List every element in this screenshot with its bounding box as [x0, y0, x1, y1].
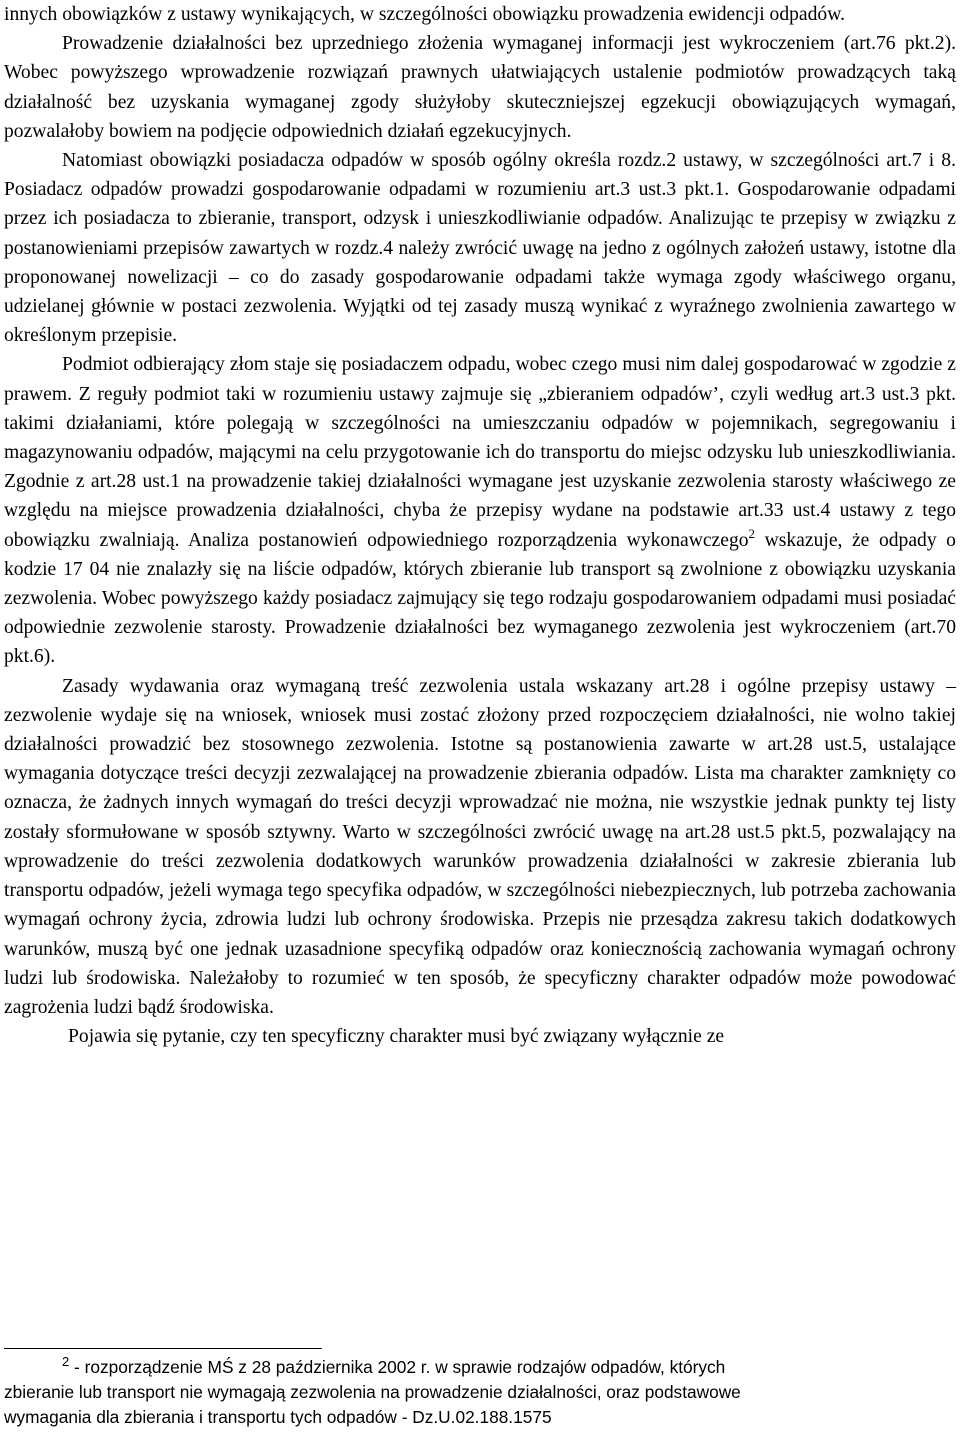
footnote-reference[interactable]: 2	[748, 525, 756, 541]
footnote-line-3: wymagania dla zbierania i transportu tych odpadów - Dz.U.02.188.1575	[4, 1407, 552, 1427]
footnote-separator	[4, 1348, 322, 1349]
footnote	[4, 1355, 956, 1430]
footnote-number: 2	[62, 1354, 70, 1369]
paragraph-question: Pojawia się pytanie, czy ten specyficzny charakter musi być związany wyłącznie ze	[68, 1026, 725, 1048]
footnote-line-1	[4, 1355, 956, 1380]
paragraph-scrap-collector-text-before: Podmiot odbierający złom staje się posiadaczem odpadu, wobec czego musi nim dalej gospodarować w zgodzie z prawem. Z reguły podmiot taki w rozumieniu ustawy zajmuje się „zbieraniem odpadów’, czyli według art.3 ust.3 pkt. takimi działaniami, które polegają w szczególności na umieszczaniu odpadów w pojemnikach, segregowaniu i magazynowaniu odpadów, mającymi na celu przygotowanie ich do transportu do miejsc odzysku lub unieszkodliwiania. Zgodnie z art.28 ust.1 na prowadzenie takiej działalności wymagane jest uzyskanie zezwolenia starosty właściwego ze względu na miejsce prowadzenia działalności, chyba że przepisy wydane na podstawie art.33 ust.4 ustawy z tego obowiązku zwalniają. Analiza postanowień odpowiedniego rozporządzenia wykonawczego	[4, 354, 956, 551]
paragraph-scrap-collector	[4, 350, 956, 671]
paragraph-permit-rules: Zasady wydawania oraz wymaganą treść zezwolenia ustala wskazany art.28 i ogólne przepisy ustawy – zezwolenie wydaje się na wniosek, wniosek musi zostać złożony przed rozpoczęciem działalności, nie wolno takiej działalności prowadzić bez stosownego zezwolenia. Istotne są postanowienia zawarte w art.28 ust.5, ustalające wymagania dotyczące treści decyzji zezwalającej na prowadzenie zbierania odpadów. Lista ma charakter zamknięty co oznacza, że żadnych innych wymagań do treści decyzji wprowadzać nie można, nie wszystkie jednak punkty tej listy zostały sformułowane w sposób sztywny. Warto w szczególności zwrócić uwagę na art.28 ust.5 pkt.5, pozwalający na wprowadzenie do treści zezwolenia dodatkowych warunków prowadzenia działalności w zakresie zbierania lub transportu odpadów, jeżeli wymaga tego specyfika odpadów, w szczególności niebezpiecznych, lub potrzeba zachowania wymagań ochrony życia, zdrowia ludzi lub ochrony środowiska. Przepis nie przesądza zakresu takich dodatkowych warunków, muszą być one jednak uzasadnione specyfiką odpadów oraz koniecznością zachowania wymagań ochrony ludzi lub środowiska. Należałoby to rozumieć w ten sposób, że specyficzny charakter odpadów może powodować zagrożenia ludzi bądź środowiska.	[4, 675, 956, 1018]
paragraph-continuation: innych obowiązków z ustawy wynikających, w szczególności obowiązku prowadzenia ewidencji odpadów.	[4, 4, 845, 25]
footnote-line-2: zbieranie lub transport nie wymagają zezwolenia na prowadzenie działalności, oraz podstawowe	[4, 1382, 741, 1402]
paragraph-registration-offense: Prowadzenie działalności bez uprzedniego złożenia wymaganej informacji jest wykroczeniem (art.76 pkt.2). Wobec powyższego wprowadzenie rozwiązań prawnych ułatwiających ustalenie podmiotów prowadzących taką działalność bez uzyskania wymaganej zgody służyłoby skuteczniejszej egzekucji obowiązujących wymagań, pozwalałoby bowiem na podjęcie odpowiednich działań egzekucyjnych.	[4, 33, 956, 142]
document-body	[4, 0, 956, 1051]
paragraph-holder-obligations: Natomiast obowiązki posiadacza odpadów w sposób ogólny określa rozdz.2 ustawy, w szczególności art.7 i 8. Posiadacz odpadów prowadzi gospodarowanie odpadami w rozumieniu art.3 ust.3 pkt.1. Gospodarowanie odpadami przez ich posiadacza to zbieranie, transport, odzysk i unieszkodliwianie odpadów. Analizując te przepisy w związku z postanowieniami przepisów zawartych w rozdz.4 należy zwrócić uwagę na jedno z ogólnych założeń ustawy, istotne dla proponowanej nowelizacji – co do zasady gospodarowanie odpadami także wymaga zgody właściwego organu, udzielanej głównie w postaci zezwolenia. Wyjątki od tej zasady muszą wynikać z wyraźnego zwolnienia zawartego w określonym przepisie.	[4, 150, 956, 347]
footnote-text-1: - rozporządzenie MŚ z 28 października 2002 r. w sprawie rodzajów odpadów, których	[69, 1357, 726, 1377]
paragraph-scrap-collector-text-after: wskazuje, że odpady o kodzie 17 04 nie znalazły się na liście odpadów, których zbieranie lub transport są zwolnione z obowiązku uzyskania zezwolenia. Wobec powyższego każdy posiadacz zajmujący się tego rodzaju gospodarowaniem odpadami musi posiadać odpowiednie zezwolenie starosty. Prowadzenie działalności bez wymaganego zezwolenia jest wykroczeniem (art.70 pkt.6).	[4, 529, 956, 668]
